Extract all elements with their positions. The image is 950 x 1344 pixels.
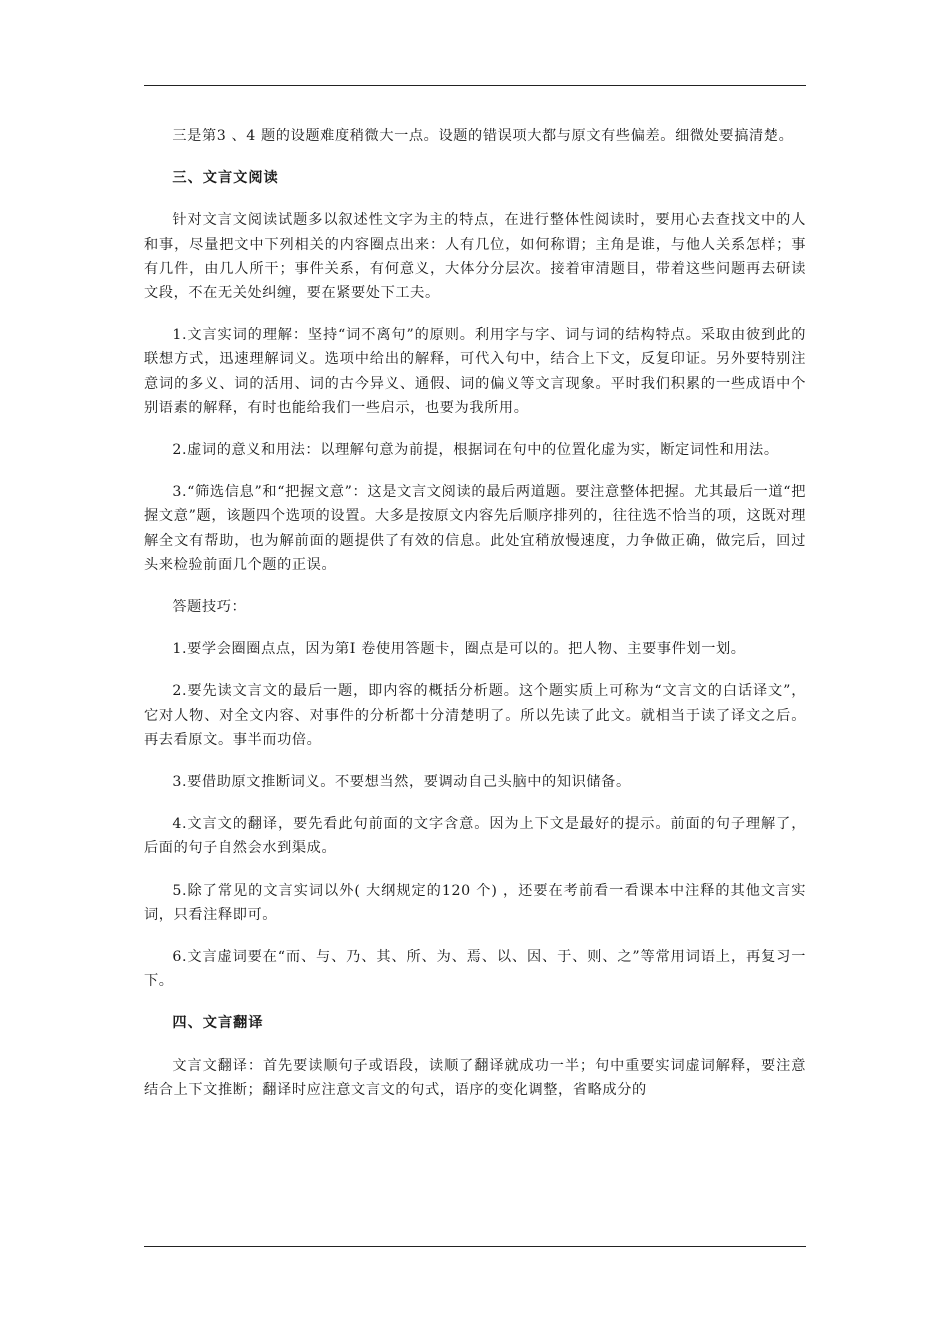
paragraph: 1.要学会圈圈点点，因为第I 卷使用答题卡，圈点是可以的。把人物、主要事件划一划。 [172,641,746,658]
section-heading: 三、文言文阅读 [172,170,279,187]
paragraph: 答题技巧： [172,599,247,616]
paragraph: 3.要借助原文推断词义。不要想当然，要调动自己头脑中的知识储备。 [172,774,631,791]
paragraph: 1.文言实词的理解：坚持“词不离句”的原则。利用字与字、词与词的结构特点。采取由彼到此的联想方式，迅速理解词义。选项中给出的解释，可代入句中，结合上下文，反复印证。另外要特别注意词的多义、词的活用、词的古今异义、通假、词的偏义等文言现象。平时我们积累的一些成语中个别语素的解释，有时也能给我们一些启示，也要为我所用。 [144,327,806,416]
document-body [144,124,806,1120]
section-heading: 四、文言翻译 [172,1015,264,1032]
paragraph: 2.要先读文言文的最后一题，即内容的概括分析题。这个题实质上可称为“文言文的白话译文”，它对人物、对全文内容、对事件的分析都十分清楚明了。所以先读了此文。就相当于读了译文之后。再去看原文。事半而功倍。 [144,683,806,748]
paragraph: 5.除了常见的文言实词以外( 大纲规定的120 个) ，还要在考前看一看课本中注释的其他文言实词，只看注释即可。 [144,882,806,923]
paragraph: 4.文言文的翻译，要先看此句前面的文字含意。因为上下文是最好的提示。前面的句子理解了，后面的句子自然会水到渠成。 [144,816,806,857]
paragraph: 三是第3 、4 题的设题难度稍微大一点。设题的错误项大都与原文有些偏差。细微处要搞清楚。 [172,128,794,144]
paragraph: 2.虚词的意义和用法：以理解句意为前提，根据词在句中的位置化虚为实，断定词性和用法。 [172,442,779,459]
paragraph: 3.“筛选信息”和“把握文意”：这是文言文阅读的最后两道题。要注意整体把握。尤其最后一道“把握文意”题，该题四个选项的设置。大多是按原文内容先后顺序排列的，往往选不恰当的项，这既对理解全文有帮助，也为解前面的题提供了有效的信息。此处宜稍放慢速度，力争做正确，做完后，回过头来检验前面几个题的正误。 [144,484,806,573]
footer-rule [144,1246,806,1247]
paragraph: 6.文言虚词要在“而、与、乃、其、所、为、焉、以、因、于、则、之”等常用词语上，再复习一下。 [144,949,806,990]
paragraph: 针对文言文阅读试题多以叙述性文字为主的特点，在进行整体性阅读时，要用心去查找文中的人和事，尽量把文中下列相关的内容圈点出来：人有几位，如何称谓；主角是谁，与他人关系怎样；事有几件，由几人所干；事件关系，有何意义，大体分分层次。接着审清题目，带着这些问题再去研读文段，不在无关处纠缠，要在紧要处下工夫。 [144,212,806,302]
paragraph: 文言文翻译：首先要读顺句子或语段，读顺了翻译就成功一半；句中重要实词虚词解释，要注意结合上下文推断；翻译时应注意文言文的句式，语序的变化调整，省略成分的 [144,1057,806,1098]
header-rule [144,85,806,86]
